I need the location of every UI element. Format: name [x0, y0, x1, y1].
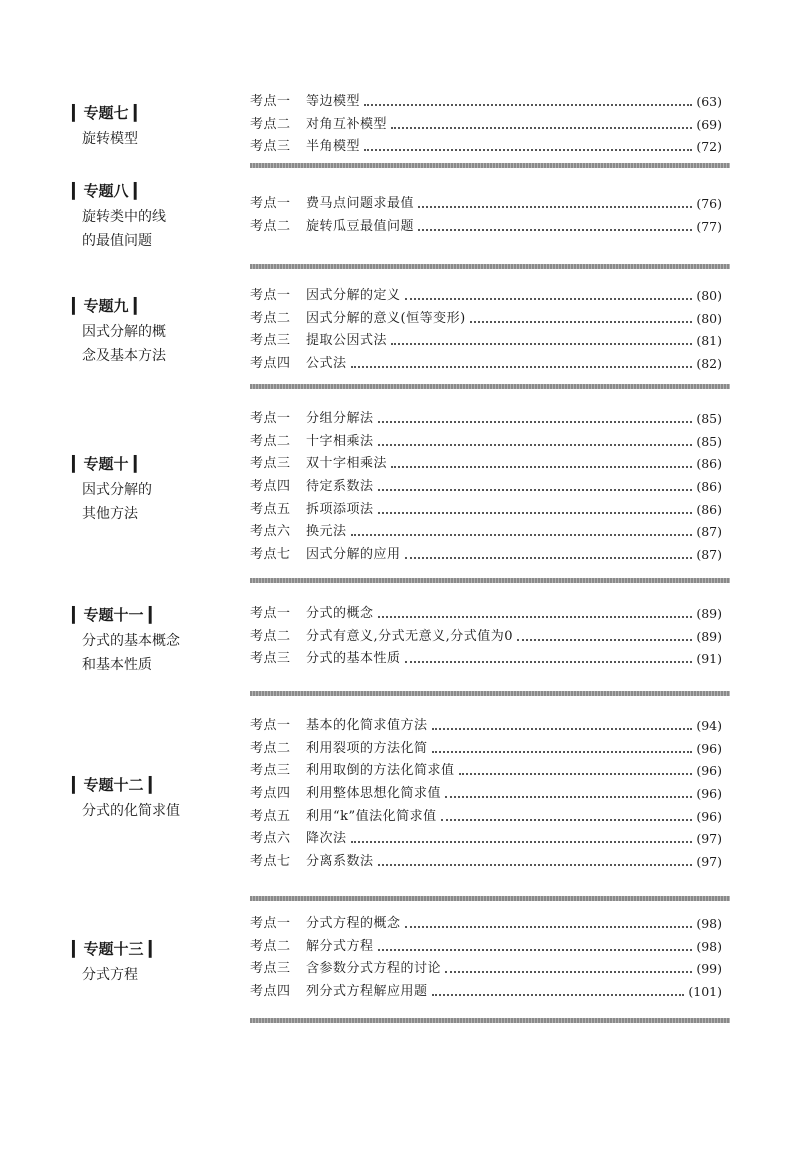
entry-title: 分式的基本性质	[306, 651, 401, 667]
topic-subtitle: 分式方程	[82, 967, 138, 983]
leader-dots	[432, 750, 693, 753]
entry-page: (89)	[696, 628, 722, 644]
entry-title: 降次法	[306, 831, 347, 847]
entry-title: 公式法	[306, 356, 347, 372]
section-divider	[250, 384, 730, 389]
leader-dots	[378, 420, 693, 423]
entry-label: 考点三	[250, 456, 291, 472]
section-divider	[250, 896, 730, 901]
entry-page: (97)	[696, 854, 722, 870]
leader-dots	[364, 148, 692, 151]
entry-title: 半角模型	[306, 139, 361, 155]
topic-entries	[250, 91, 722, 159]
entry-page: (76)	[696, 196, 722, 211]
entry-page: (80)	[696, 310, 722, 326]
entry-page: (94)	[696, 718, 722, 733]
entry-page: (96)	[696, 763, 722, 779]
toc-entry[interactable]	[250, 760, 722, 783]
toc-entry[interactable]	[250, 981, 722, 1004]
entry-title: 利用“k”值法化简求值	[306, 808, 437, 824]
entry-title: 拆项添项法	[306, 501, 374, 517]
entry-title: 旋转瓜豆最值问题	[306, 218, 415, 234]
toc-entry[interactable]	[250, 715, 722, 738]
entry-title: 对角互补模型	[306, 116, 388, 132]
toc-entry[interactable]	[250, 936, 722, 959]
topic-subtitle: 旋转类中的线 的最值问题	[82, 209, 166, 249]
topic-entries	[250, 913, 722, 1004]
topic-heading: ▎专题十二 ▎	[72, 776, 161, 794]
leader-dots	[432, 727, 693, 730]
leader-dots	[405, 925, 693, 928]
entry-label: 考点一	[250, 196, 291, 211]
entry-page: (82)	[696, 356, 722, 372]
leader-dots	[445, 795, 692, 798]
leader-dots	[391, 126, 692, 129]
topic-subtitle: 分式的化简求值	[82, 803, 180, 819]
entry-page: (98)	[696, 938, 722, 954]
leader-dots	[391, 342, 692, 345]
topic-subtitle: 旋转模型	[82, 131, 138, 147]
toc-entry[interactable]	[250, 544, 722, 567]
entry-title: 列分式方程解应用题	[306, 984, 428, 1000]
toc-entry[interactable]	[250, 114, 722, 137]
entry-label: 考点四	[250, 479, 291, 495]
entry-title: 费马点问题求最值	[306, 196, 415, 211]
toc-entry[interactable]	[250, 958, 722, 981]
entry-label: 考点三	[250, 651, 291, 667]
entry-page: (87)	[696, 547, 722, 563]
entry-title: 双十字相乘法	[306, 456, 388, 472]
toc-entry[interactable]	[250, 783, 722, 806]
entry-title: 利用取倒的方法化简求值	[306, 763, 455, 779]
entry-label: 考点二	[250, 628, 291, 644]
entry-page: (98)	[696, 916, 722, 931]
entry-title: 利用裂项的方法化简	[306, 740, 428, 756]
leader-dots	[445, 970, 692, 973]
entry-title: 分式的概念	[306, 606, 374, 621]
entry-page: (97)	[696, 831, 722, 847]
entry-title: 解分式方程	[306, 938, 374, 954]
entry-label: 考点七	[250, 547, 291, 563]
topic-entries	[250, 603, 722, 671]
toc-entry[interactable]	[250, 648, 722, 671]
leader-dots	[470, 320, 693, 323]
toc-entry[interactable]	[250, 353, 722, 376]
toc-entry[interactable]	[250, 521, 722, 544]
entry-page: (96)	[696, 786, 722, 802]
toc-entry[interactable]	[250, 499, 722, 522]
toc-entry[interactable]	[250, 626, 722, 649]
entry-title: 基本的化简求值方法	[306, 718, 428, 733]
leader-dots	[517, 638, 692, 641]
entry-page: (86)	[696, 456, 722, 472]
entry-label: 考点二	[250, 218, 291, 234]
entry-page: (81)	[696, 333, 722, 349]
toc-entry[interactable]	[250, 806, 722, 829]
entry-label: 考点一	[250, 606, 291, 621]
topic-heading: ▎专题十三 ▎	[72, 940, 161, 958]
entry-page: (69)	[696, 116, 722, 132]
entry-page: (96)	[696, 740, 722, 756]
topic-subtitle: 分式的基本概念 和基本性质	[82, 633, 180, 673]
toc-entry[interactable]	[250, 193, 722, 216]
entry-page: (86)	[696, 501, 722, 517]
leader-dots	[378, 948, 693, 951]
entry-title: 等边模型	[306, 94, 361, 109]
toc-entry[interactable]	[250, 453, 722, 476]
topic-subtitle: 因式分解的 其他方法	[82, 482, 152, 522]
leader-dots	[418, 228, 692, 231]
section-divider	[250, 264, 730, 269]
topic-entries	[250, 193, 722, 238]
entry-label: 考点一	[250, 288, 291, 303]
leader-dots	[378, 615, 693, 618]
leader-dots	[405, 660, 693, 663]
entry-title: 含参数分式方程的讨论	[306, 961, 442, 977]
entry-title: 提取公因式法	[306, 333, 388, 349]
entry-page: (63)	[696, 94, 722, 109]
entry-title: 换元法	[306, 524, 347, 540]
entry-page: (96)	[696, 808, 722, 824]
entry-label: 考点五	[250, 808, 291, 824]
entry-label: 考点二	[250, 740, 291, 756]
topic-heading: ▎专题七 ▎	[72, 104, 146, 122]
entry-title: 利用整体思想化简求值	[306, 786, 442, 802]
entry-title: 分式有意义,分式无意义,分式值为0	[306, 628, 514, 644]
entry-page: (85)	[696, 411, 722, 426]
topic-heading: ▎专题十 ▎	[72, 455, 146, 473]
entry-label: 考点四	[250, 984, 291, 1000]
entry-label: 考点六	[250, 524, 291, 540]
entry-label: 考点一	[250, 916, 291, 931]
leader-dots	[391, 465, 692, 468]
entry-title: 分离系数法	[306, 854, 374, 870]
leader-dots	[432, 993, 685, 996]
entry-page: (72)	[696, 139, 722, 155]
topic-heading: ▎专题十一 ▎	[72, 606, 161, 624]
entry-label: 考点四	[250, 356, 291, 372]
entry-label: 考点一	[250, 411, 291, 426]
entry-page: (89)	[696, 606, 722, 621]
entry-label: 考点二	[250, 433, 291, 449]
topic-subtitle: 因式分解的概 念及基本方法	[82, 324, 166, 364]
entry-label: 考点一	[250, 94, 291, 109]
leader-dots	[351, 365, 693, 368]
toc-entry[interactable]	[250, 431, 722, 454]
entry-page: (80)	[696, 288, 722, 303]
toc-entry[interactable]	[250, 851, 722, 874]
entry-label: 考点四	[250, 786, 291, 802]
topic-entries	[250, 715, 722, 874]
leader-dots	[378, 511, 693, 514]
toc-entry[interactable]	[250, 308, 722, 331]
entry-label: 考点一	[250, 718, 291, 733]
toc-entry[interactable]	[250, 408, 722, 431]
leader-dots	[441, 818, 693, 821]
toc-entry[interactable]	[250, 738, 722, 761]
section-divider	[250, 691, 730, 696]
entry-page: (77)	[696, 218, 722, 234]
entry-label: 考点五	[250, 501, 291, 517]
entry-title: 十字相乘法	[306, 433, 374, 449]
section-divider	[250, 163, 730, 168]
leader-dots	[351, 533, 693, 536]
entry-label: 考点三	[250, 139, 291, 155]
entry-page: (87)	[696, 524, 722, 540]
entry-page: (86)	[696, 479, 722, 495]
entry-title: 因式分解的意义(恒等变形)	[306, 310, 466, 326]
entry-page: (99)	[696, 961, 722, 977]
toc-entry[interactable]	[250, 603, 722, 626]
leader-dots	[405, 297, 693, 300]
leader-dots	[378, 443, 693, 446]
entry-title: 待定系数法	[306, 479, 374, 495]
entry-label: 考点二	[250, 938, 291, 954]
toc-entry[interactable]	[250, 828, 722, 851]
leader-dots	[351, 840, 693, 843]
toc-entry[interactable]	[250, 216, 722, 239]
section-divider	[250, 1018, 730, 1023]
toc-entry[interactable]	[250, 91, 722, 114]
leader-dots	[378, 488, 693, 491]
entry-label: 考点三	[250, 333, 291, 349]
entry-title: 因式分解的定义	[306, 288, 401, 303]
leader-dots	[459, 772, 693, 775]
topic-heading: ▎专题八 ▎	[72, 182, 146, 200]
leader-dots	[418, 205, 692, 208]
entry-label: 考点六	[250, 831, 291, 847]
entry-title: 因式分解的应用	[306, 547, 401, 563]
entry-label: 考点三	[250, 763, 291, 779]
entry-page: (85)	[696, 433, 722, 449]
entry-page: (91)	[696, 651, 722, 667]
leader-dots	[364, 103, 692, 106]
toc-entry[interactable]	[250, 913, 722, 936]
topic-heading: ▎专题九 ▎	[72, 297, 146, 315]
entry-label: 考点三	[250, 961, 291, 977]
toc-entry[interactable]	[250, 285, 722, 308]
topic-entries	[250, 408, 722, 567]
toc-entry[interactable]	[250, 476, 722, 499]
leader-dots	[378, 863, 693, 866]
entry-label: 考点七	[250, 854, 291, 870]
entry-label: 考点二	[250, 116, 291, 132]
leader-dots	[405, 556, 693, 559]
entry-label: 考点二	[250, 310, 291, 326]
entry-title: 分式方程的概念	[306, 916, 401, 931]
entry-title: 分组分解法	[306, 411, 374, 426]
section-divider	[250, 578, 730, 583]
toc-entry[interactable]	[250, 330, 722, 353]
entry-page: (101)	[688, 984, 722, 1000]
topic-entries	[250, 285, 722, 376]
toc-entry[interactable]	[250, 136, 722, 159]
